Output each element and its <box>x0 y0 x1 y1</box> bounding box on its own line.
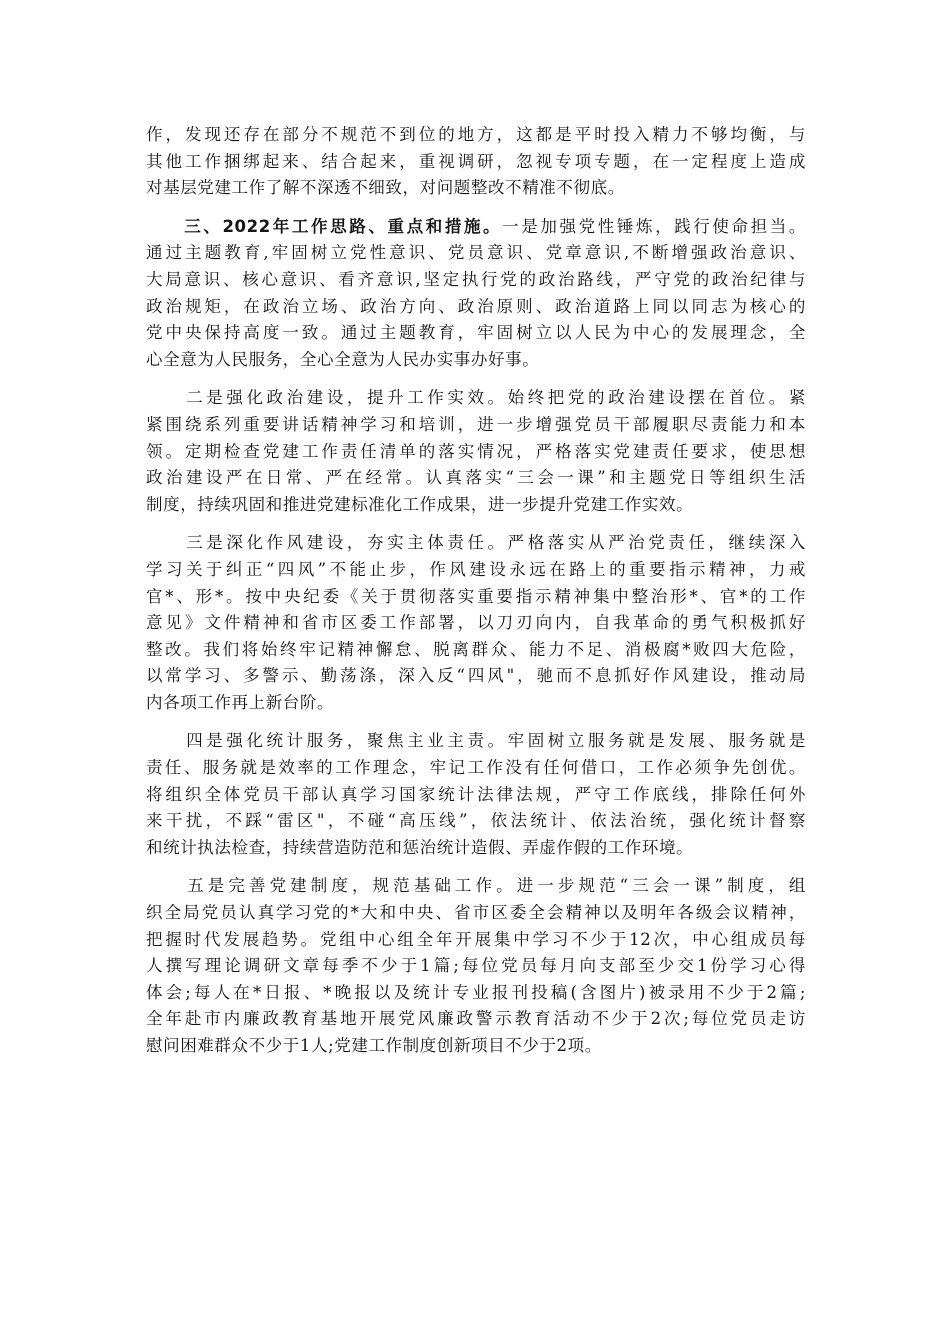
text-line: 政治规矩，在政治立场、政治方向、政治原则、政治道路上同以同志为核心的 <box>146 296 806 316</box>
text-line: 人撰写理论调研文章每季不少于1篇;每位党员每月向支部至少交1份学习心得 <box>146 956 806 976</box>
text-line-indented <box>146 530 806 557</box>
text-line: 把握时代发展趋势。党组中心组全年开展集中学习不少于12次，中心组成员每 <box>146 929 806 949</box>
text-line: 学习关于纠正“四风”不能止步，作风建设永远在路上的重要指示精神，力戒 <box>146 559 806 579</box>
text-line: 整改。我们将始终牢记精神懈怠、脱离群众、能力不足、消极腐*败四大危险， <box>146 639 806 659</box>
text-line: 慰问困难群众不少于1人;党建工作制度创新项目不少于2项。 <box>146 1036 602 1055</box>
text-line: 制度，持续巩固和推进党建标准化工作成果，进一步提升党建工作实效。 <box>146 494 694 514</box>
text-line: 紧围绕系列重要讲话精神学习和培训，进一步增强党员干部履职尽责能力和本 <box>146 414 806 434</box>
text-line: 政治建设严在日常、严在经常。认真落实“三会一课”和主题党日等组织生活 <box>146 468 806 488</box>
text-line: 其他工作捆绑起来、结合起来，重视调研，忽视专项专题，在一定程度上造成 <box>146 151 806 171</box>
text-line: 心全意为人民服务，全心全意为人民办实事办好事。 <box>146 349 540 369</box>
text-line-with-heading <box>146 214 806 241</box>
paragraph-continuation <box>146 122 806 202</box>
text-line: 和统计执法检查，持续营造防范和惩治统计造假、弄虚作假的工作环境。 <box>146 837 694 857</box>
text-line: 通过主题教育,牢固树立党性意识、党员意识、党章意识,不断增强政治意识、 <box>146 243 806 263</box>
text-line: 官*、形*。按中央纪委《关于贯彻落实重要指示精神集中整治形*、官*的工作 <box>146 586 806 606</box>
text-line-content: 三是深化作风建设，夯实主体责任。严格落实从严治党责任，继续深入 <box>186 533 806 553</box>
text-line: 大局意识、核心意识、看齐意识,坚定执行党的政治路线，严守党的政治纪律与 <box>146 269 806 289</box>
text-line-indented <box>146 728 806 755</box>
text-line: 以常学习、多警示、勤荡涤，深入反“四风"，驰而不息抓好作风建设，推动局 <box>146 666 806 686</box>
text-line: 责任、服务就是效率的工作理念，牢记工作没有任何借口，工作必须争先创优。 <box>146 758 806 778</box>
text-line: 全年赴市内廉政教育基地开展党风廉政警示教育活动不少于2次;每位党员走访 <box>146 1009 806 1029</box>
text-line: 将组织全体党员干部认真学习国家统计法律法规，严守工作底线，排除任何外 <box>146 784 806 804</box>
paragraph-item-two <box>146 385 806 518</box>
text-line: 党中央保持高度一致。通过主题教育，牢固树立以人民为中心的发展理念，全 <box>146 323 806 343</box>
text-line: 领。定期检查党建工作责任清单的落实情况，严格落实党建责任要求，使思想 <box>146 441 806 461</box>
text-line: 织全局党员认真学习党的*大和中央、省市区委全会精神以及明年各级会议精神， <box>146 903 806 923</box>
text-line-tail: 一是加强党性锤炼，践行使命担当。 <box>502 216 806 236</box>
text-line: 来干扰，不踩“雷区"，不碰“高压线”，依法统计、依法治统，强化统计督察 <box>146 811 806 831</box>
text-line: 作，发现还存在部分不规范不到位的地方，这都是平时投入精力不够均衡，与 <box>146 125 806 144</box>
section-heading: 三、2022年工作思路、重点和措施。 <box>184 216 503 236</box>
text-line-content: 五是完善党建制度，规范基础工作。进一步规范“三会一课”制度，组 <box>187 876 806 896</box>
text-line-indented <box>146 385 806 412</box>
text-line-content: 四是强化统计服务，聚焦主业主责。牢固树立服务就是发展、服务就是 <box>186 731 806 751</box>
text-line: 体会;每人在*日报、*晚报以及统计专业报刊投稿(含图片)被录用不少于2篇; <box>146 982 806 1002</box>
text-line-indented <box>146 873 806 900</box>
paragraph-item-four <box>146 728 806 861</box>
text-line: 内各项工作再上新台阶。 <box>146 692 335 712</box>
paragraph-item-five <box>146 873 806 1059</box>
document-page <box>146 122 806 1072</box>
text-line: 对基层党建工作了解不深透不细致，对问题整改不精准不彻底。 <box>146 178 625 198</box>
text-line: 意见》文件精神和省市区委工作部署，以刀刃向内，自我革命的勇气积极抓好 <box>146 613 806 633</box>
paragraph-item-three <box>146 530 806 716</box>
text-line-content: 二是强化政治建设，提升工作实效。始终把党的政治建设摆在首位。紧 <box>186 388 806 408</box>
paragraph-section-three <box>146 214 806 374</box>
